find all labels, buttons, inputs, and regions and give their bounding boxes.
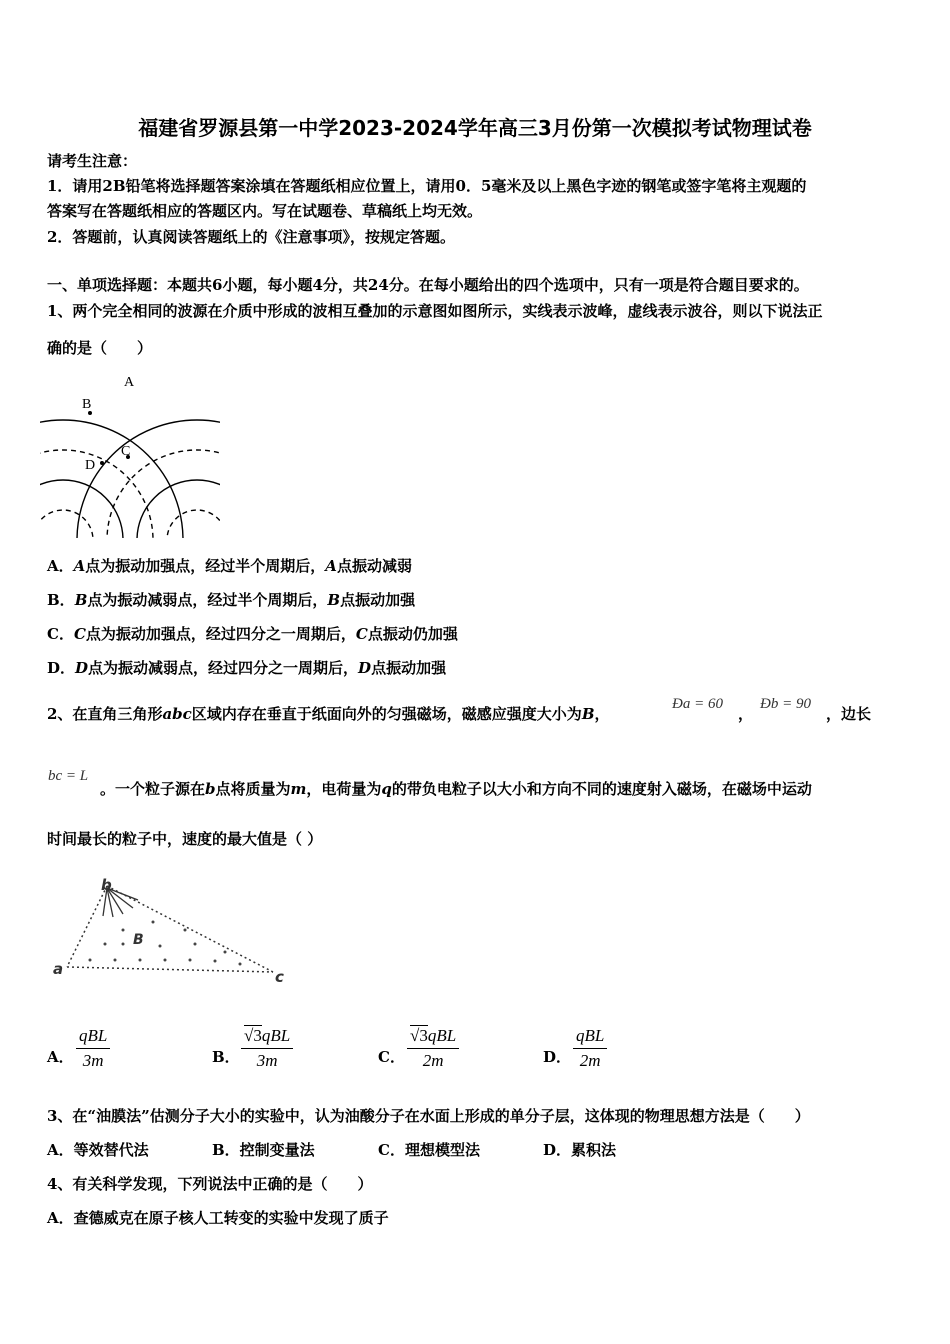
field-dot [239, 963, 242, 966]
q3-stem: 3、在“油膜法”估测分子大小的实验中，认为油酸分子在水面上形成的单分子层，这体现的物理思想方法是（ ） [47, 1107, 810, 1125]
bc-formula: bc = L [48, 768, 89, 784]
crest-arc [40, 420, 183, 538]
q2-option-b-key[interactable]: B． [212, 1048, 240, 1066]
q2-stem-line-2: 。一个粒子源在b点将质量为m，电荷量为q的带负电粒子以大小和方向不同的速度射入磁场，在磁场中运动 [100, 780, 812, 798]
q2-option-a-key[interactable]: A． [47, 1048, 74, 1066]
q4-option-a[interactable]: A．查德威克在原子核人工转变的实验中发现了质子 [47, 1209, 389, 1227]
q1-option-d[interactable]: D．D点为振动减弱点，经过四分之一周期后，D点振动加强 [47, 659, 447, 677]
label-field-b: B [133, 932, 144, 948]
q1-option-a[interactable]: A．A点为振动加强点，经过半个周期后，A点振动减弱 [47, 557, 412, 575]
trough-arc [167, 510, 220, 538]
label-b: b [101, 876, 112, 894]
edge-ab [67, 886, 107, 967]
triangle-field-figure [45, 872, 305, 992]
q2-side-text: ，边长 [826, 705, 872, 723]
notice-line-2: 2．答题前，认真阅读答题纸上的《注意事项》，按规定答题。 [47, 228, 455, 246]
angle-a-formula: Ða = 60 [672, 696, 723, 712]
label-b: B [82, 397, 92, 412]
q2-comma: ， [738, 705, 754, 723]
field-dot [159, 945, 162, 948]
q2-stem-line-1: 2、在直角三角形abc区域内存在垂直于纸面向外的匀强磁场，磁感应强度大小为B， [47, 705, 610, 723]
notice-line-1b: 答案写在答题纸相应的答题区内。写在试题卷、草稿纸上均无效。 [47, 202, 483, 220]
field-dot [104, 943, 107, 946]
label-a: a [53, 960, 64, 978]
angle-b-formula: Ðb = 90 [760, 696, 811, 712]
q2-option-c-key[interactable]: C． [378, 1048, 405, 1066]
trough-arc [40, 510, 93, 538]
field-dot [122, 929, 125, 932]
q2-option-a-fraction[interactable]: qBL 3m [76, 1026, 110, 1071]
q1-option-c[interactable]: C．C点为振动加强点，经过四分之一周期后，C点振动仍加强 [47, 625, 458, 643]
q4-stem: 4、有关科学发现，下列说法中正确的是（ ） [47, 1175, 373, 1193]
q1-option-b[interactable]: B．B点为振动减弱点，经过半个周期后，B点振动加强 [47, 591, 416, 609]
field-dot [214, 960, 217, 963]
trough-arc [107, 450, 220, 538]
q2-option-b-fraction[interactable]: √3qBL 3m [241, 1026, 293, 1071]
field-dot [189, 959, 192, 962]
notice-line-1: 1．请用2B铅笔将选择题答案涂填在答题纸相应位置上，请用0．5毫米及以上黑色字迹的钢笔或签字笔将主观题的 [47, 177, 807, 195]
point-d [100, 461, 104, 465]
q2-option-d-fraction[interactable]: qBL 2m [573, 1026, 607, 1071]
wave-interference-figure [40, 368, 220, 538]
section-heading: 一、单项选择题：本题共6小题，每小题4分，共24分。在每小题给出的四个选项中，只有一项是符合题目要求的。 [47, 276, 809, 294]
field-dot [224, 951, 227, 954]
label-a: A [124, 375, 135, 390]
q3-option-d[interactable]: D．累积法 [543, 1141, 617, 1159]
page-title: 福建省罗源县第一中学2023-2024学年高三3月份第一次模拟考试物理试卷 [138, 116, 812, 140]
field-dot [184, 929, 187, 932]
q2-option-d-key[interactable]: D． [543, 1048, 572, 1066]
q1-stem-line-2: 确的是（ ） [47, 339, 153, 357]
notice-heading: 请考生注意： [47, 152, 138, 170]
field-dot [114, 959, 117, 962]
q2-stem-line-3: 时间最长的粒子中，速度的最大值是（ ） [47, 830, 323, 848]
field-dot [139, 959, 142, 962]
field-dot [194, 943, 197, 946]
edge-ac [67, 967, 273, 972]
label-c: C [121, 444, 131, 459]
q1-stem-line-1: 1、两个完全相同的波源在介质中形成的波相互叠加的示意图如图所示，实线表示波峰，虚线表示波谷，则以下说法正 [47, 302, 823, 320]
trough-arc [40, 450, 153, 538]
q3-option-b[interactable]: B．控制变量法 [212, 1141, 315, 1159]
crest-arc [77, 420, 220, 538]
field-dot [152, 921, 155, 924]
field-dot [122, 943, 125, 946]
q3-option-c[interactable]: C．理想模型法 [378, 1141, 480, 1159]
q2-option-c-fraction[interactable]: √3qBL 2m [407, 1026, 459, 1071]
label-c: c [275, 968, 284, 986]
field-dot [164, 959, 167, 962]
q3-option-a[interactable]: A．等效替代法 [47, 1141, 149, 1159]
field-dot [89, 959, 92, 962]
label-d: D [85, 458, 96, 473]
